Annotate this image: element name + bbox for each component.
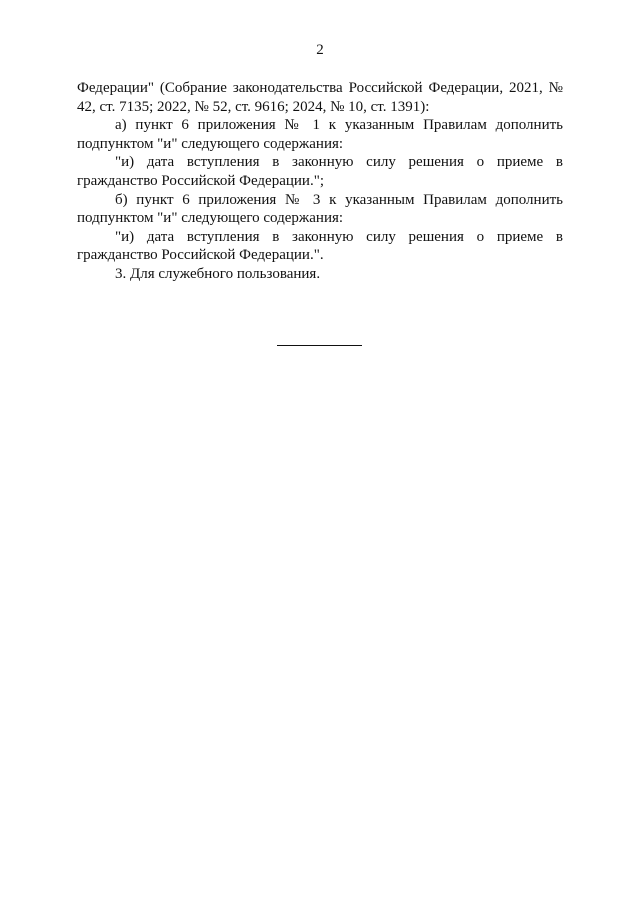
paragraph-continuation: Федерации" (Собрание законодательства Российской Федерации, 2021, № 42, ст. 7135; 2022, № 52, ст. 9616; 2024, № 10, ст. 1391): — [77, 80, 563, 115]
paragraph-quote-a: "и) дата вступления в законную силу решения о приеме в гражданство Российской Федерации."; — [77, 154, 563, 189]
paragraph-item-a: а) пункт 6 приложения № 1 к указанным Правилам дополнить подпунктом "и" следующего содержания: — [77, 117, 563, 152]
end-of-document-rule — [277, 345, 362, 346]
paragraph-item-b: б) пункт 6 приложения № 3 к указанным Правилам дополнить подпунктом "и" следующего содержания: — [77, 191, 563, 227]
paragraph-item-3: 3. Для служебного пользования. — [115, 265, 321, 282]
document-body — [77, 79, 563, 284]
page-number: 2 — [316, 42, 324, 58]
paragraph-quote-b: "и) дата вступления в законную силу решения о приеме в гражданство Российской Федерации.". — [77, 228, 563, 264]
